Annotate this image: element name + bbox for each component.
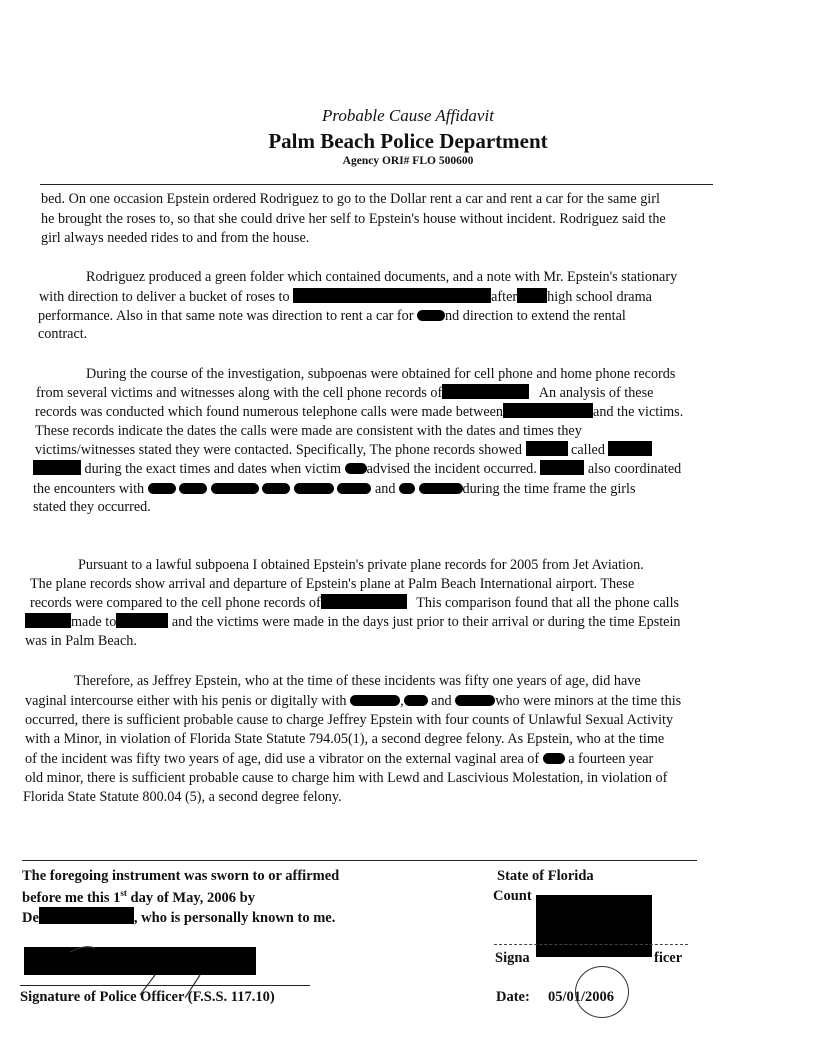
text-segment: high school drama	[547, 289, 652, 305]
ordinal-suffix: st	[120, 888, 127, 898]
text-line: These records indicate the dates the calls were made are consistent with the dates and times they	[35, 423, 582, 439]
text-segment: who were minors at the time this	[495, 693, 682, 709]
text-line: Therefore, as Jeffrey Epstein, who at the time of these incidents was fifty one years of age, did have	[74, 673, 641, 689]
text-segment: victims/witnesses stated they were contacted. Specifically, The phone records showed	[35, 442, 522, 458]
officer-signature-label: Signature of Police Officer (F.S.S. 117.10)	[20, 989, 275, 1005]
text-line: was in Palm Beach.	[25, 633, 137, 649]
text-segment: and the victims were made in the days just prior to their arrival or during the time Epstein	[171, 614, 681, 630]
agency-ori: Agency ORI# FLO 500600	[342, 155, 474, 167]
text-line	[33, 480, 636, 499]
text-segment: records was conducted which found numerous telephone calls were made between	[35, 404, 504, 420]
redaction-box	[608, 441, 652, 456]
text-segment: and the victims.	[593, 404, 684, 420]
text-line: stated they occurred.	[33, 499, 151, 515]
redaction-box	[517, 288, 547, 303]
text-segment: and	[374, 481, 396, 497]
redaction-box	[25, 613, 71, 628]
redaction-box	[442, 384, 529, 399]
redaction-blob	[179, 483, 207, 494]
redaction-blob	[337, 483, 371, 494]
redaction-blob	[404, 695, 428, 706]
signature-label-b: ficer	[654, 950, 683, 966]
sworn-line-1: The foregoing instrument was sworn to or affirmed	[22, 868, 340, 884]
county-signature-redaction	[536, 895, 652, 957]
signature-label-a: Signa	[495, 950, 530, 966]
redaction-box	[321, 594, 407, 609]
text-line	[38, 307, 626, 326]
redaction-blob	[345, 463, 367, 474]
text-segment: This comparison found that all the phone calls	[416, 595, 680, 611]
text-segment: day of May, 2006 by	[126, 889, 255, 906]
header-rule	[40, 184, 713, 185]
redaction-blob	[350, 695, 400, 706]
redaction-blob	[262, 483, 290, 494]
text-segment: advised the incident occurred.	[366, 461, 537, 477]
text-line: with a Minor, in violation of Florida State Statute 794.05(1), a second degree felony. As Epstein, who at the time	[25, 731, 665, 747]
text-line: Pursuant to a lawful subpoena I obtained Epstein's private plane records for 2005 from Jet Aviation.	[78, 557, 644, 573]
text-segment: performance. Also in that same note was direction to rent a car for	[38, 308, 414, 324]
text-line: During the course of the investigation, subpoenas were obtained for cell phone and home phone records	[86, 366, 676, 382]
text-segment: An analysis of these	[538, 385, 654, 401]
text-line: old minor, there is sufficient probable cause to charge him with Lewd and Lascivious Molestation, in violation of	[25, 770, 668, 786]
text-line	[30, 594, 679, 613]
arresting-officer-line	[494, 944, 688, 945]
redaction-box	[33, 460, 81, 475]
redaction-blob	[417, 310, 445, 321]
redaction-box	[293, 288, 491, 303]
document-title: Probable Cause Affidavit	[322, 106, 494, 125]
text-segment: , who is personally known to me.	[133, 910, 336, 926]
redaction-box	[116, 613, 168, 628]
text-segment: records were compared to the cell phone records of	[30, 595, 321, 611]
redaction-box	[526, 441, 568, 456]
text-segment: before me this 1	[22, 889, 121, 906]
redaction-box	[540, 460, 584, 475]
text-line: vaginal intercourse either with his penis or digitally with , and who were minors at the time this	[25, 693, 682, 709]
text-line: The plane records show arrival and departure of Epstein's plane at Palm Beach International airport. These	[30, 576, 635, 592]
text-line: contract.	[38, 326, 88, 342]
text-line: girl always needed rides to and from the house.	[41, 230, 310, 246]
text-line	[36, 384, 653, 403]
text-segment: of the incident was fifty two years of age, did use a vibrator on the external vaginal area of	[25, 751, 540, 767]
date-label: Date:	[496, 989, 530, 1005]
text-line	[35, 403, 683, 422]
text-line: he brought the roses to, so that she could drive her self to Epstein's house without incident. Rodriguez said the	[41, 211, 666, 227]
text-line: occurred, there is sufficient probable cause to charge Jeffrey Epstein with four counts of Unlawful Sexual Activity	[25, 712, 674, 728]
text-segment: called	[571, 442, 605, 458]
text-line: Rodriguez produced a green folder which contained documents, and a note with Mr. Epstein's stationary	[86, 269, 678, 285]
redaction-blob	[148, 483, 176, 494]
text-segment: made to	[71, 614, 117, 630]
sworn-line-3	[22, 907, 335, 927]
officer-signature-line	[20, 985, 310, 986]
redaction-blob	[294, 483, 334, 494]
footer-rule	[22, 860, 697, 861]
date-value: 05/01/2006	[548, 989, 615, 1005]
redaction-box	[503, 403, 593, 418]
redaction-blob	[211, 483, 259, 494]
text-line	[25, 750, 653, 769]
text-segment: during the time frame the girls	[462, 481, 636, 497]
redaction-blob	[455, 695, 495, 706]
text-segment: during the exact times and dates when victim	[84, 461, 342, 477]
redaction-blob	[399, 483, 415, 494]
text-line	[39, 288, 652, 307]
text-line	[25, 613, 681, 632]
text-segment: vaginal intercourse either with his penis or digitally with	[25, 693, 347, 709]
sworn-line-2	[22, 888, 255, 907]
text-line: Florida State Statute 800.04 (5), a second degree felony.	[23, 789, 342, 805]
redaction-blob	[419, 483, 463, 494]
text-segment: with direction to deliver a bucket of roses to	[39, 289, 290, 305]
signature-circle	[575, 966, 629, 1018]
text-segment: nd direction to extend the rental	[444, 308, 626, 324]
text-line	[35, 441, 652, 460]
text-segment: also coordinated	[587, 461, 682, 477]
text-segment: after	[491, 289, 518, 305]
text-segment: De	[22, 910, 39, 926]
redaction-box	[39, 907, 134, 924]
county-label: Count	[493, 888, 532, 904]
state-label: State of Florida	[497, 868, 594, 884]
text-segment: from several victims and witnesses along with the cell phone records of	[36, 385, 443, 401]
text-segment: and	[431, 693, 452, 709]
text-line	[33, 460, 681, 479]
text-segment: a fourteen year	[568, 751, 654, 767]
department-name: Palm Beach Police Department	[268, 129, 548, 153]
text-segment: the encounters with	[33, 481, 145, 497]
text-line: bed. On one occasion Epstein ordered Rodriguez to go to the Dollar rent a car and rent a car for the same girl	[41, 191, 660, 207]
redaction-blob	[543, 753, 565, 764]
